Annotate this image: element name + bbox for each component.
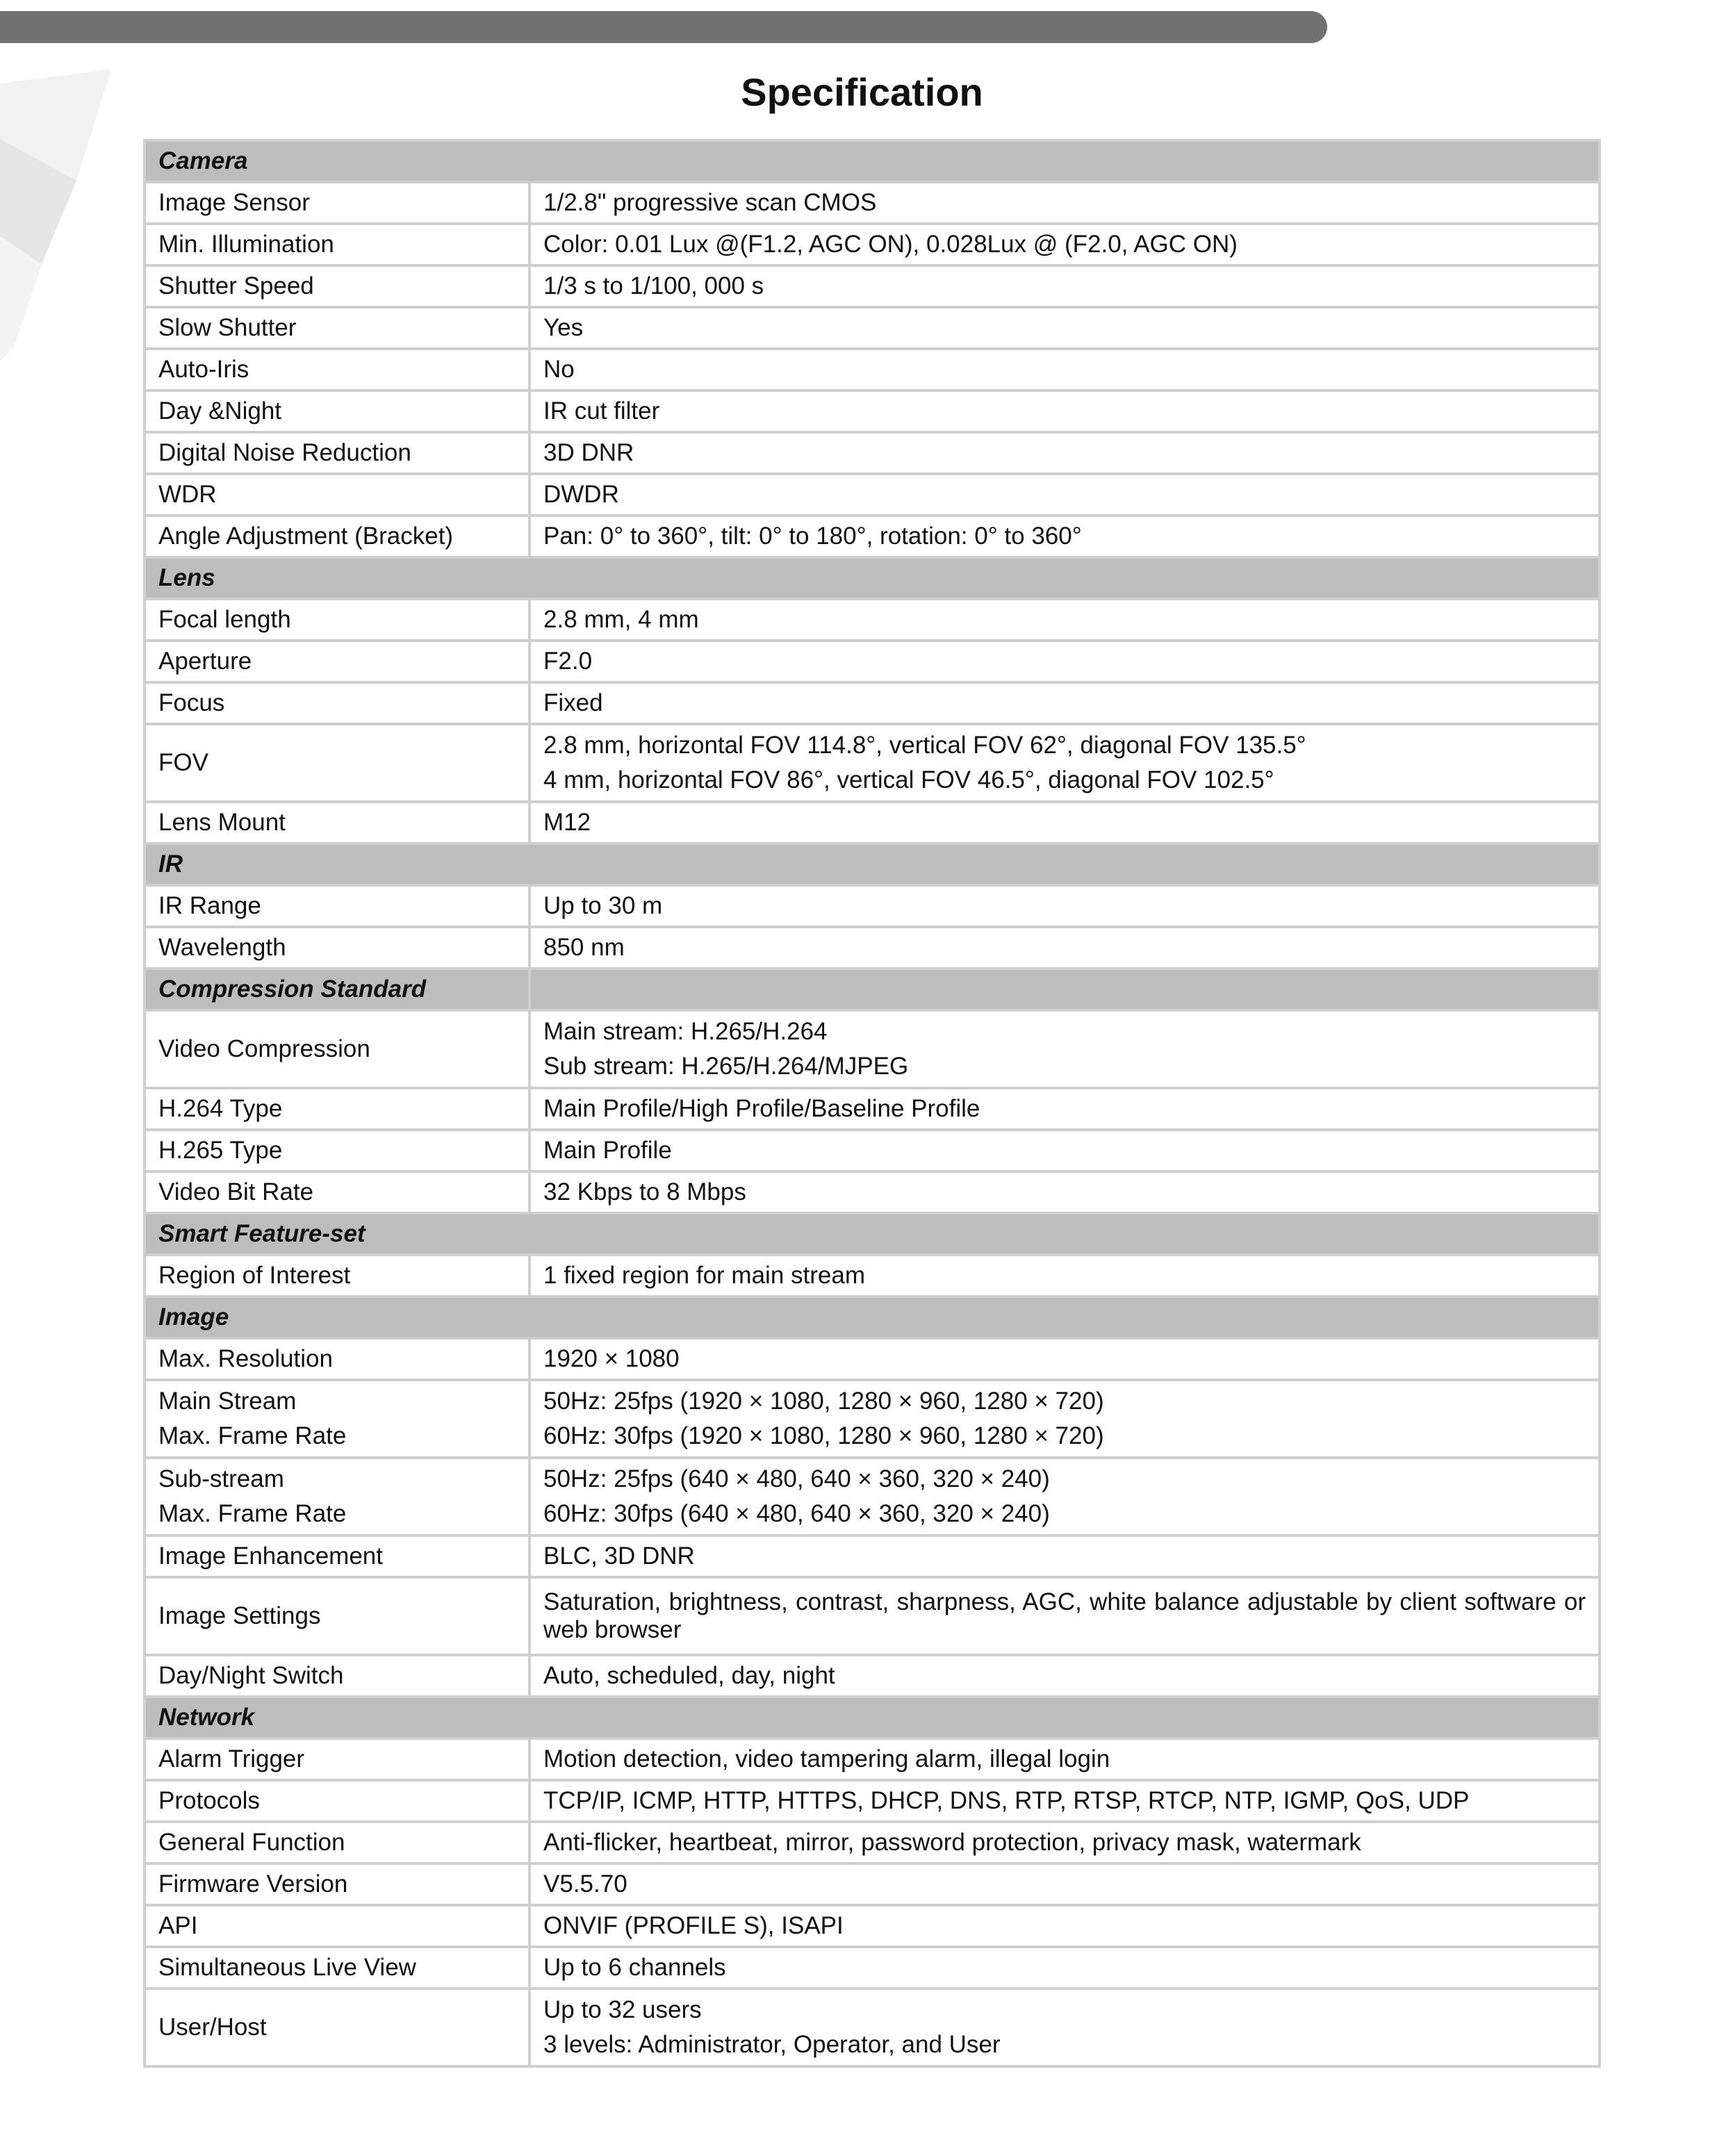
spec-value bbox=[529, 1905, 1600, 1947]
spec-label: Video Compression bbox=[145, 1010, 529, 1088]
spec-label: Lens Mount bbox=[145, 802, 529, 844]
spec-value-line: 1 fixed region for main stream bbox=[543, 1262, 865, 1289]
section-header bbox=[145, 140, 1600, 182]
spec-label: WDR bbox=[145, 474, 529, 516]
spec-value-line: Saturation, brightness, contrast, sharpness, AGC, white balance adjustable by client software or web browser bbox=[543, 1588, 1586, 1643]
spec-label: Angle Adjustment (Bracket) bbox=[145, 516, 529, 557]
spec-value-line: 3D DNR bbox=[543, 439, 634, 466]
spec-row bbox=[145, 1010, 1600, 1088]
spec-label: Shutter Speed bbox=[145, 265, 529, 307]
specification-table bbox=[143, 139, 1601, 2068]
spec-row bbox=[145, 724, 1600, 802]
spec-label: Min. Illumination bbox=[145, 224, 529, 265]
spec-label: Video Bit Rate bbox=[145, 1171, 529, 1213]
spec-value-line: 1/3 s to 1/100, 000 s bbox=[543, 272, 764, 299]
page-title: Specification bbox=[741, 70, 983, 114]
spec-label: Image Enhancement bbox=[145, 1536, 529, 1577]
spec-label: General Function bbox=[145, 1822, 529, 1863]
spec-value-line: 50Hz: 25fps (640 × 480, 640 × 360, 320 × 240) bbox=[543, 1465, 1050, 1492]
spec-value bbox=[529, 1863, 1600, 1905]
section-title: Network bbox=[145, 1697, 1600, 1738]
spec-label-line: Max. Frame Rate bbox=[158, 1500, 347, 1527]
section-title: Smart Feature-set bbox=[145, 1213, 1600, 1255]
spec-value-line: Yes bbox=[543, 314, 584, 341]
spec-value-line: IR cut filter bbox=[543, 397, 660, 425]
spec-value bbox=[529, 802, 1600, 844]
spec-value bbox=[529, 1338, 1600, 1380]
spec-value bbox=[529, 1130, 1600, 1171]
spec-value-line: Anti-flicker, heartbeat, mirror, password protection, privacy mask, watermark bbox=[543, 1829, 1361, 1856]
spec-row bbox=[145, 1738, 1600, 1780]
spec-row bbox=[145, 599, 1600, 641]
spec-value-line: 60Hz: 30fps (640 × 480, 640 × 360, 320 × 240) bbox=[543, 1500, 1050, 1527]
spec-row bbox=[145, 1171, 1600, 1213]
spec-row bbox=[145, 182, 1600, 224]
spec-row bbox=[145, 432, 1600, 474]
section-title: Compression Standard bbox=[145, 969, 529, 1010]
spec-value bbox=[529, 1171, 1600, 1213]
spec-label-line: Max. Frame Rate bbox=[158, 1422, 347, 1449]
spec-value bbox=[529, 1655, 1600, 1697]
spec-row bbox=[145, 1130, 1600, 1171]
spec-value-line: Auto, scheduled, day, night bbox=[543, 1662, 835, 1689]
spec-label: Region of Interest bbox=[145, 1255, 529, 1297]
spec-value bbox=[529, 724, 1600, 802]
spec-value bbox=[529, 224, 1600, 265]
spec-value bbox=[529, 599, 1600, 641]
spec-label: Image Sensor bbox=[145, 182, 529, 224]
spec-row bbox=[145, 682, 1600, 724]
spec-label: Image Settings bbox=[145, 1577, 529, 1655]
section-title: Image bbox=[145, 1297, 1600, 1338]
spec-label: Slow Shutter bbox=[145, 307, 529, 349]
spec-value bbox=[529, 1780, 1600, 1822]
spec-label: User/Host bbox=[145, 1989, 529, 2066]
spec-row bbox=[145, 265, 1600, 307]
spec-value-line: 60Hz: 30fps (1920 × 1080, 1280 × 960, 1280 × 720) bbox=[543, 1422, 1104, 1449]
spec-row bbox=[145, 1989, 1600, 2066]
spec-value-line: ONVIF (PROFILE S), ISAPI bbox=[543, 1912, 844, 1939]
spec-row bbox=[145, 474, 1600, 516]
spec-value bbox=[529, 307, 1600, 349]
spec-label: API bbox=[145, 1905, 529, 1947]
spec-value bbox=[529, 1947, 1600, 1989]
spec-label: H.264 Type bbox=[145, 1088, 529, 1130]
spec-label bbox=[145, 1458, 529, 1536]
spec-value-line: DWDR bbox=[543, 481, 619, 508]
spec-value-line: Main Profile bbox=[543, 1137, 672, 1164]
spec-label: Digital Noise Reduction bbox=[145, 432, 529, 474]
spec-value-line: 32 Kbps to 8 Mbps bbox=[543, 1178, 746, 1205]
spec-value-line: 1/2.8" progressive scan CMOS bbox=[543, 189, 877, 216]
spec-label-line: Sub-stream bbox=[158, 1465, 284, 1492]
spec-value bbox=[529, 927, 1600, 969]
spec-row bbox=[145, 1338, 1600, 1380]
spec-value-line: Motion detection, video tampering alarm, illegal login bbox=[543, 1745, 1110, 1772]
spec-value bbox=[529, 1380, 1600, 1458]
spec-value bbox=[529, 1458, 1600, 1536]
section-header bbox=[145, 1213, 1600, 1255]
spec-label: Protocols bbox=[145, 1780, 529, 1822]
spec-row bbox=[145, 1536, 1600, 1577]
spec-row bbox=[145, 516, 1600, 557]
spec-value bbox=[529, 682, 1600, 724]
spec-value-line: Up to 32 users bbox=[543, 1996, 702, 2023]
spec-label: FOV bbox=[145, 724, 529, 802]
spec-value-line: 3 levels: Administrator, Operator, and User bbox=[543, 2031, 1001, 2058]
section-title: IR bbox=[145, 844, 1600, 885]
spec-value bbox=[529, 885, 1600, 927]
spec-label: Wavelength bbox=[145, 927, 529, 969]
spec-label: Focus bbox=[145, 682, 529, 724]
spec-row bbox=[145, 1088, 1600, 1130]
spec-value bbox=[529, 516, 1600, 557]
spec-value bbox=[529, 432, 1600, 474]
spec-value-line: 1920 × 1080 bbox=[543, 1345, 680, 1372]
spec-value bbox=[529, 349, 1600, 390]
spec-row bbox=[145, 1655, 1600, 1697]
spec-value-line: 850 nm bbox=[543, 934, 625, 961]
spec-value-line: F2.0 bbox=[543, 648, 593, 675]
spec-value bbox=[529, 1088, 1600, 1130]
spec-value-line: Fixed bbox=[543, 689, 603, 716]
spec-label: H.265 Type bbox=[145, 1130, 529, 1171]
spec-value-line: 2.8 mm, 4 mm bbox=[543, 606, 699, 633]
spec-value-line: Main Profile/High Profile/Baseline Profile bbox=[543, 1095, 980, 1122]
section-blank-cell bbox=[529, 969, 1600, 1010]
spec-label: Firmware Version bbox=[145, 1863, 529, 1905]
spec-row bbox=[145, 641, 1600, 682]
spec-row bbox=[145, 1255, 1600, 1297]
spec-label: Aperture bbox=[145, 641, 529, 682]
spec-row bbox=[145, 1947, 1600, 1989]
spec-label: Day &Night bbox=[145, 390, 529, 432]
spec-label: Simultaneous Live View bbox=[145, 1947, 529, 1989]
spec-label bbox=[145, 1380, 529, 1458]
section-header bbox=[145, 1697, 1600, 1738]
spec-row bbox=[145, 224, 1600, 265]
spec-value bbox=[529, 474, 1600, 516]
spec-value bbox=[529, 1989, 1600, 2066]
spec-row bbox=[145, 1380, 1600, 1458]
spec-row bbox=[145, 390, 1600, 432]
spec-value-line: Up to 6 channels bbox=[543, 1954, 726, 1981]
spec-label-line: Main Stream bbox=[158, 1388, 297, 1415]
spec-label: Alarm Trigger bbox=[145, 1738, 529, 1780]
spec-value-line: 50Hz: 25fps (1920 × 1080, 1280 × 960, 1280 × 720) bbox=[543, 1388, 1104, 1415]
spec-value bbox=[529, 1255, 1600, 1297]
spec-value bbox=[529, 182, 1600, 224]
spec-label: Max. Resolution bbox=[145, 1338, 529, 1380]
spec-value bbox=[529, 1738, 1600, 1780]
spec-value-line: TCP/IP, ICMP, HTTP, HTTPS, DHCP, DNS, RTP, RTSP, RTCP, NTP, IGMP, QoS, UDP bbox=[543, 1787, 1470, 1814]
spec-value bbox=[529, 265, 1600, 307]
spec-label: Focal length bbox=[145, 599, 529, 641]
spec-value-line: No bbox=[543, 356, 575, 383]
spec-value bbox=[529, 641, 1600, 682]
spec-value bbox=[529, 1822, 1600, 1863]
spec-row bbox=[145, 1458, 1600, 1536]
spec-row bbox=[145, 802, 1600, 844]
header-bar bbox=[0, 11, 1327, 43]
spec-value-line: BLC, 3D DNR bbox=[543, 1542, 695, 1570]
spec-row bbox=[145, 1577, 1600, 1655]
spec-value-line: Color: 0.01 Lux @(F1.2, AGC ON), 0.028Lux @ (F2.0, AGC ON) bbox=[543, 231, 1238, 258]
section-header bbox=[145, 557, 1600, 599]
spec-row bbox=[145, 1863, 1600, 1905]
spec-value bbox=[529, 1536, 1600, 1577]
spec-label: Auto-Iris bbox=[145, 349, 529, 390]
section-header bbox=[145, 1297, 1600, 1338]
section-header bbox=[145, 844, 1600, 885]
spec-value-line: M12 bbox=[543, 809, 591, 836]
spec-label: Day/Night Switch bbox=[145, 1655, 529, 1697]
spec-value-line: Main stream: H.265/H.264 bbox=[543, 1018, 828, 1045]
section-header bbox=[145, 969, 1600, 1010]
spec-value bbox=[529, 1010, 1600, 1088]
section-title: Camera bbox=[145, 140, 1600, 182]
spec-row bbox=[145, 927, 1600, 969]
spec-value bbox=[529, 390, 1600, 432]
spec-row bbox=[145, 349, 1600, 390]
spec-value-line: 2.8 mm, horizontal FOV 114.8°, vertical FOV 62°, diagonal FOV 135.5° bbox=[543, 732, 1306, 759]
spec-value-line: 4 mm, horizontal FOV 86°, vertical FOV 46.5°, diagonal FOV 102.5° bbox=[543, 766, 1274, 793]
spec-row bbox=[145, 1780, 1600, 1822]
spec-row bbox=[145, 1822, 1600, 1863]
spec-value-line: Pan: 0° to 360°, tilt: 0° to 180°, rotation: 0° to 360° bbox=[543, 522, 1082, 550]
spec-value-line: V5.5.70 bbox=[543, 1870, 627, 1898]
section-title: Lens bbox=[145, 557, 1600, 599]
spec-row bbox=[145, 307, 1600, 349]
spec-value bbox=[529, 1577, 1600, 1655]
spec-label: IR Range bbox=[145, 885, 529, 927]
spec-row bbox=[145, 885, 1600, 927]
spec-value-line: Sub stream: H.265/H.264/MJPEG bbox=[543, 1053, 909, 1080]
spec-row bbox=[145, 1905, 1600, 1947]
spec-value-line: Up to 30 m bbox=[543, 892, 663, 919]
